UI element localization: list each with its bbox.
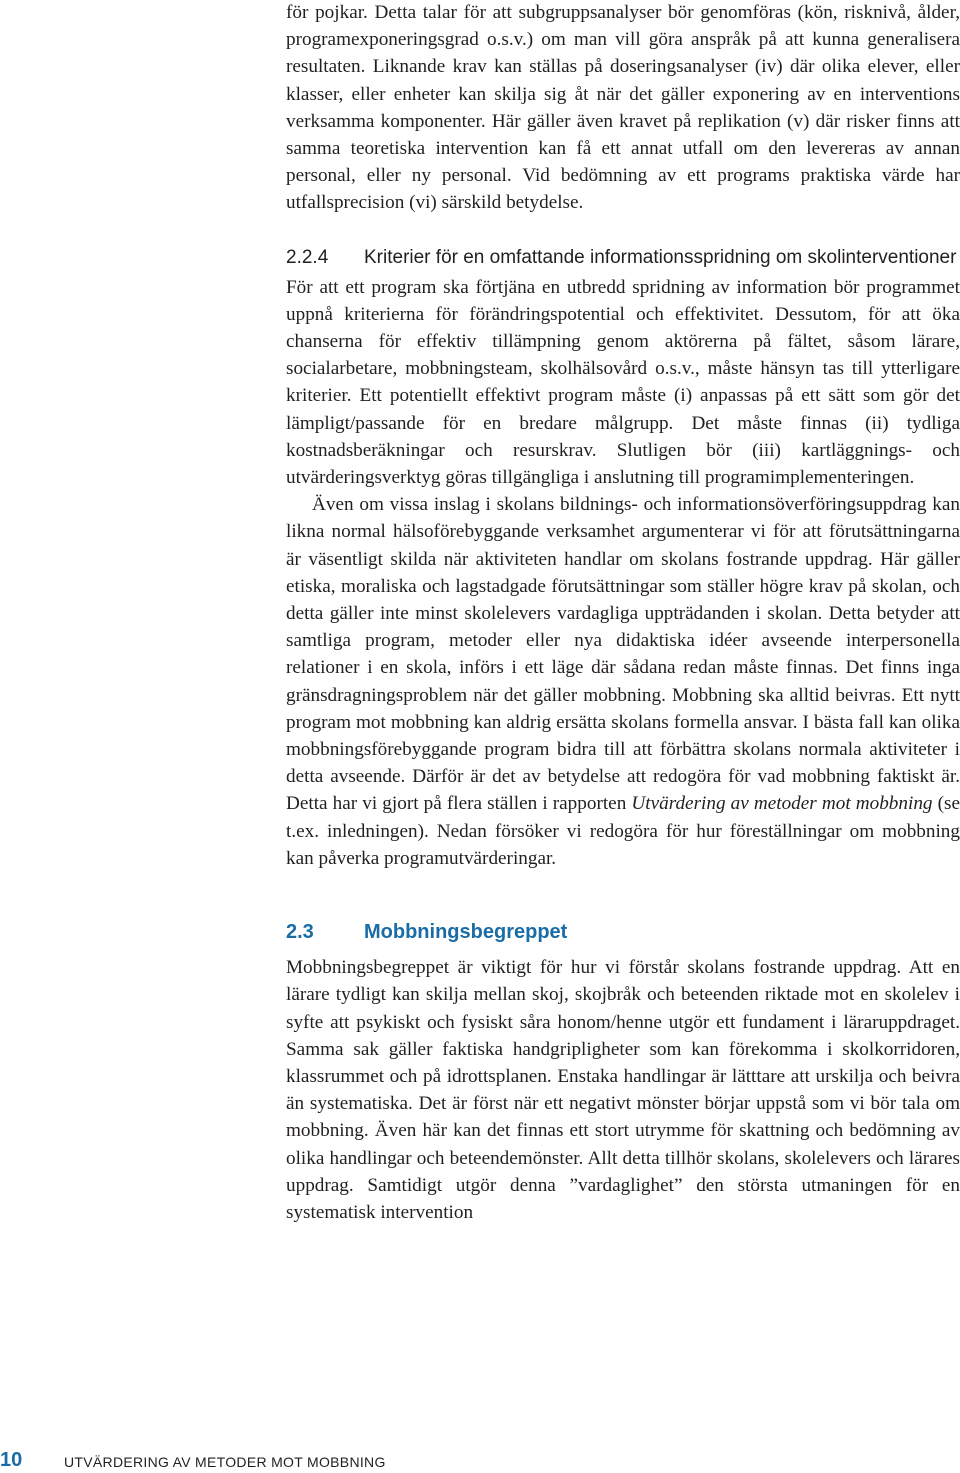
page-number: 10 [0, 1449, 23, 1471]
paragraph-text: (se t.ex. inledningen). Nedan försöker vi redogöra för hur föreställningar om mobbning kan påverka programutvärderingar. [286, 793, 960, 869]
paragraph-intro: för pojkar. Detta talar för att subgruppsanalyser bör genomföras (kön, risknivå, ålder, programexponeringsgrad o.s.v.) om man vill göra anspråk på att kunna generalisera resultaten. Liknande krav kan ställas på doseringsanalyser (iv) där olika elever, eller klasser, eller enheter kan skilja sig åt när det gäller exponering av en interventions verksamma komponenter. Här gäller även kravet på replikation (v) där risker finns att samma teoretiska intervention kan få ett annat utfall om den levereras av annan personal, eller ny personal. Vid bedömning av ett programs praktiska värde har utfallsprecision (vi) särskild betydelse. [286, 2, 960, 214]
page-content [286, 0, 960, 1226]
paragraph-2-2-4-second [286, 491, 960, 872]
paragraph-2-3-first: Mobbningsbegreppet är viktigt för hur vi förstår skolans fostrande uppdrag. Att en lärare tydligt kan skilja mellan skoj, skojbråk och beteenden riktade mot en skolelev i syfte att psykiskt och fysiskt såra honom/henne utgör ett fundament i läraruppdraget. Samma sak gäller faktiska handgripligheter som kan förekomma i skolkorridoren, klassrummet och på idrottsplanen. Enstaka handlingar är lätttare att urskilja och beivra än systematiska. Det är först när ett negativt mönster börjar uppstå som vi bör tala om mobbning. Även här kan det finnas ett stort utrymme för skattning och bedömning av olika handlingar och beteendemönster. Allt detta tillhör skolans, skolelevers och lärares uppdrag. Samtidigt utgör denna ”vardaglighet” den största utmaningen för en systematisk intervention [286, 957, 960, 1223]
heading-2-3 [286, 918, 960, 946]
paragraph-text: Även om vissa inslag i skolans bildnings- och informationsöverföringsuppdrag kan likna normal hälsoförebyggande verksamhet argumenterar vi för att förutsättningarna är väsentligt skilda när aktiviteten handlar om skolans fostrande uppdrag. Här gäller etiska, moraliska och lagstadgade förutsättningar som ställer högre krav på skolan, och detta gäller inte minst skolelevers vardagliga uppträdanden i skolan. Detta betyder att samtliga program, metoder eller nya didaktiska idéer avseende interpersonella relationer i en skola, införs i ett läge där sådana redan måste finnas. Det finns inga gränsdragningsproblem när det gäller mobbning. Mobbning ska alltid beivras. Ett nytt program mot mobbning kan aldrig ersätta skolans formella ansvar. I bästa fall kan olika mobbningsförebyggande program bidra till att förbättra skolans normala aktiviteter i detta avseende. Därför är det av betydelse att redogöra för vad mobbning faktiskt är. Detta har vi gjort på flera ställen i rapporten [286, 494, 960, 815]
heading-number: 2.3 [286, 921, 314, 944]
running-title: UTVÄRDERING AV METODER MOT MOBBNING [64, 1454, 386, 1470]
report-title-italic: Utvärdering av metoder mot mobbning [631, 793, 933, 815]
heading-number: 2.2.4 [286, 246, 329, 268]
heading-2-2-4 [286, 244, 960, 271]
heading-title: Kriterier för en omfattande informationsspridning om skolinterventioner [364, 246, 957, 268]
paragraph-2-2-4-first: För att ett program ska förtjäna en utbredd spridning av information bör programmet uppnå kriterierna för förändringspotential och effektivitet. Dessutom, för att öka chanserna för effektiv tillämpning genom aktörerna på fältet, såsom lärare, socialarbetare, mobbningsteam, skolhälsovård o.s.v., måste hänsyn tas till ytterligare kriterier. Ett potentiellt effektivt program måste (i) anpassas på ett sätt som gör det lämpligt/passande för en bredare målgrupp. Det måste finnas (ii) tydliga kostnadsberäkningar och resurskrav. Slutligen bör (iii) kartläggnings- och utvärderingsverktyg göras tillgängliga i anslutning till programimplementeringen. [286, 276, 960, 489]
heading-title: Mobbningsbegreppet [364, 921, 568, 944]
page-footer [0, 1449, 960, 1473]
